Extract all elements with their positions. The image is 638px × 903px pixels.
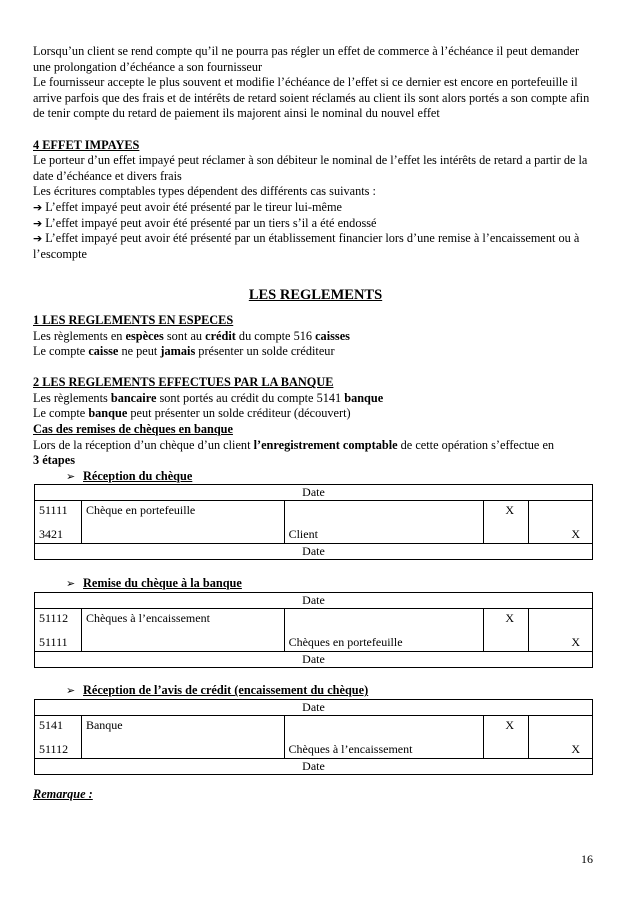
section-4-title: 4 EFFET IMPAYES bbox=[33, 137, 140, 152]
credit-amount: X bbox=[529, 715, 593, 758]
date-row: Date bbox=[35, 592, 593, 608]
arrowhead-bullet-icon: ➢ bbox=[66, 469, 76, 483]
date-row: Date bbox=[35, 544, 593, 560]
case-item: ➔ L’effet impayé peut avoir été présenté par un établissement financier lors d’une remise à l’encaissement ou à l’escompte bbox=[33, 231, 580, 261]
arrowhead-bullet-icon: ➢ bbox=[66, 684, 76, 698]
main-title: LES REGLEMENTS bbox=[248, 286, 383, 303]
debit-label: Banque bbox=[81, 715, 284, 758]
credit-label: Client bbox=[284, 501, 484, 544]
page-number: 16 bbox=[581, 852, 593, 866]
trois-etapes: 3 étapes bbox=[33, 453, 76, 468]
intro-paragraph-2: Le fournisseur accepte le plus souvent et modifie l’échéance de l’effet si ce dernier est encore en portefeuille il arrive parfois que des frais et de intérêts de retard soient réclamés au client ils sont alors portés a son compte afin de tenir compte du retard de paiement ils majorent ainsi le nominal du nouvel effet bbox=[33, 75, 590, 121]
step-heading: ➢ Remise du chèque à la banque bbox=[66, 576, 242, 591]
account-numbers: 5141 51112 bbox=[35, 715, 82, 758]
debit-amount: X bbox=[484, 608, 529, 651]
section-4-paragraph-1: Le porteur d’un effet impayé peut réclamer à son débiteur le nominal de l’effet les intérêts de retard a partir de la date d’échéance et divers frais bbox=[33, 153, 588, 183]
debit-label: Chèque en portefeuille bbox=[81, 501, 284, 544]
journal-entry-table bbox=[34, 699, 593, 775]
cas-remises-title: Cas des remises de chèques en banque bbox=[33, 422, 233, 437]
banque-title: 2 LES REGLEMENTS EFFECTUES PAR LA BANQUE bbox=[33, 375, 334, 390]
case-item: ➔ L’effet impayé peut avoir été présenté par le tireur lui-même bbox=[33, 199, 343, 214]
account-numbers: 51111 3421 bbox=[35, 501, 82, 544]
date-row: Date bbox=[35, 485, 593, 501]
case-item: ➔ L’effet impayé peut avoir été présenté par un tiers s’il a été endossé bbox=[33, 215, 377, 230]
especes-line-2: Le compte caisse ne peut jamais présenter un solde créditeur bbox=[33, 344, 335, 359]
arrow-right-icon: ➔ bbox=[33, 200, 43, 214]
step-heading: ➢ Réception du chèque bbox=[66, 468, 193, 483]
document-page bbox=[33, 44, 598, 802]
debit-amount: X bbox=[484, 501, 529, 544]
banque-line-1: Les règlements bancaire sont portés au crédit du compte 5141 banque bbox=[33, 390, 384, 405]
credit-label: Chèques à l’encaissement bbox=[284, 715, 484, 758]
date-row: Date bbox=[35, 651, 593, 667]
step-heading: ➢ Réception de l’avis de crédit (encaissement du chèque) bbox=[66, 683, 369, 698]
arrowhead-bullet-icon: ➢ bbox=[66, 577, 76, 591]
remarque-label: Remarque : bbox=[33, 786, 93, 801]
especes-line-1: Les règlements en espèces sont au crédit du compte 516 caisses bbox=[33, 328, 350, 343]
debit-label: Chèques à l’encaissement bbox=[81, 608, 284, 651]
date-row: Date bbox=[35, 699, 593, 715]
arrow-right-icon: ➔ bbox=[33, 232, 43, 246]
especes-title: 1 LES REGLEMENTS EN ESPECES bbox=[33, 312, 234, 327]
debit-amount: X bbox=[484, 715, 529, 758]
section-4-paragraph-2: Les écritures comptables types dépendent des différents cas suivants : bbox=[33, 184, 376, 199]
credit-amount: X bbox=[529, 608, 593, 651]
date-row: Date bbox=[35, 758, 593, 774]
arrow-right-icon: ➔ bbox=[33, 216, 43, 230]
account-numbers: 51112 51111 bbox=[35, 608, 82, 651]
banque-line-3: Lors de la réception d’un chèque d’un client l’enregistrement comptable de cette opération s’effectue en bbox=[33, 437, 555, 452]
journal-entry-table bbox=[34, 592, 593, 668]
banque-line-2: Le compte banque peut présenter un solde créditeur (découvert) bbox=[33, 406, 351, 421]
journal-entry-table bbox=[34, 484, 593, 560]
credit-label: Chèques en portefeuille bbox=[284, 608, 484, 651]
credit-amount: X bbox=[529, 501, 593, 544]
intro-paragraph-1: Lorsqu’un client se rend compte qu’il ne pourra pas régler un effet de commerce à l’échéance il peut demander une prolongation d’échéance a son fournisseur bbox=[33, 44, 580, 74]
